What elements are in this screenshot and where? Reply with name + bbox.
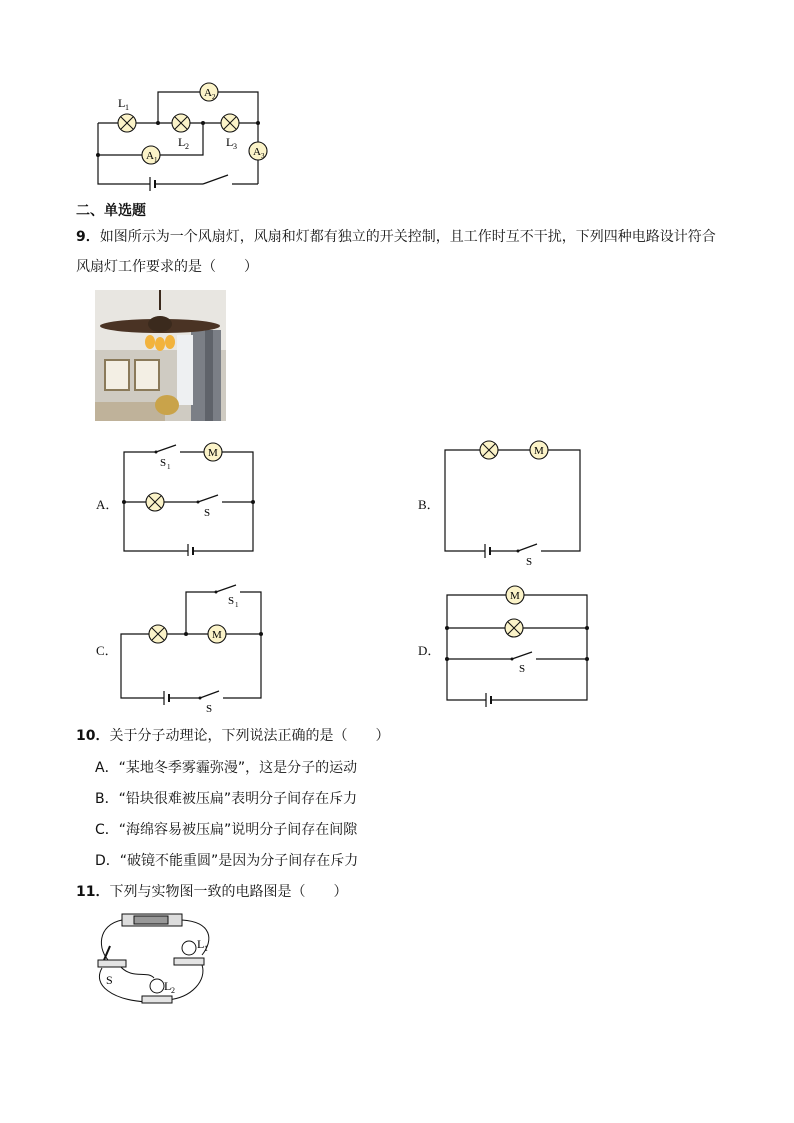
circuit-option-a (118, 440, 260, 556)
l2-label: L (178, 135, 186, 149)
svg-text:2: 2 (185, 142, 189, 151)
svg-text:S: S (519, 663, 526, 675)
l3-label: L (226, 135, 234, 149)
svg-text:1: 1 (235, 601, 239, 609)
top-circuit-diagram (88, 80, 278, 192)
svg-text:S: S (206, 703, 213, 715)
a3-label: A (253, 146, 261, 158)
physical-circuit-picture (92, 910, 222, 1010)
q10-option-c[interactable]: C．“海绵容易被压扁”说明分子间存在间隙 (95, 822, 358, 838)
svg-text:S: S (204, 507, 211, 519)
question-9-line2: 风扇灯工作要求的是（ ） (76, 259, 258, 275)
l1-label: L (197, 937, 205, 951)
option-c-label[interactable]: C． (96, 643, 118, 658)
svg-text:3: 3 (233, 142, 237, 151)
question-9-line1: 9．如图所示为一个风扇灯，风扇和灯都有独立的开关控制，且工作时互不干扰，下列四种电路设计符合 (76, 229, 716, 245)
circuit-option-b (440, 440, 585, 568)
svg-text:M: M (510, 590, 520, 602)
svg-text:2: 2 (212, 93, 216, 101)
svg-text:1: 1 (125, 103, 129, 112)
section-title: 二、单选题 (76, 203, 146, 219)
option-b-label[interactable]: B． (418, 497, 440, 512)
q10-option-d[interactable]: D．“破镜不能重圆”是因为分子间存在斥力 (95, 853, 359, 869)
svg-text:S: S (228, 595, 235, 607)
l2-label: L (164, 979, 172, 993)
option-d-label[interactable]: D． (418, 643, 441, 658)
q10-option-a[interactable]: A．“某地冬季雾霾弥漫”，这是分子的运动 (95, 760, 358, 776)
svg-text:2: 2 (171, 986, 175, 995)
switch-label: S (106, 973, 113, 987)
a2-label: A (204, 87, 212, 99)
svg-text:M: M (534, 445, 544, 457)
lamp-icon (118, 114, 239, 132)
circuit-option-c (116, 578, 266, 718)
fan-lamp-photo (95, 290, 226, 421)
l1-label: L (118, 96, 126, 110)
option-a-label[interactable]: A． (96, 497, 119, 512)
svg-text:1: 1 (154, 156, 158, 164)
question-11-stem: 11．下列与实物图一致的电路图是（ ） (76, 884, 348, 900)
question-10-stem: 10．关于分子动理论，下列说法正确的是（ ） (76, 728, 390, 744)
svg-text:M: M (212, 629, 222, 641)
motor-label: M (208, 447, 218, 459)
circuit-option-d (442, 584, 592, 716)
q10-option-b[interactable]: B．“铅块很难被压扁”表明分子间存在斥力 (95, 791, 358, 807)
a1-label: A (146, 150, 154, 162)
svg-text:3: 3 (261, 152, 265, 160)
svg-text:S: S (526, 556, 533, 568)
question-number: 9． (76, 229, 100, 245)
svg-text:S: S (160, 457, 167, 469)
svg-text:1: 1 (204, 944, 208, 953)
svg-text:1: 1 (167, 463, 171, 471)
